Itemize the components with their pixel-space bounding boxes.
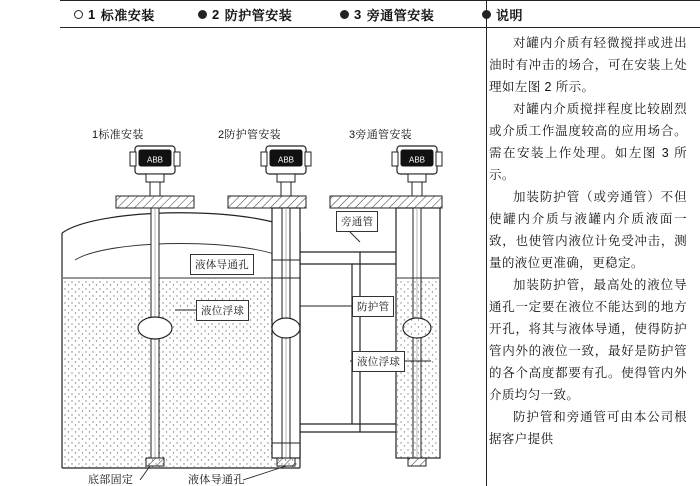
transmitter-head-1 <box>130 146 180 196</box>
probe-rod-2 <box>272 208 300 466</box>
note-paragraph-1: 对罐内介质有轻微搅拌或进出油时有冲击的场合，可在安装上处理如左图 2 所示。 <box>489 36 687 94</box>
label-install-1: 1标准安装 <box>92 129 144 141</box>
label-liquid-hole-bottom: 液体导通孔 <box>188 474 245 486</box>
installation-diagram <box>0 28 489 486</box>
note-paragraph-5: 防护管和旁通管可由本公司根据客户提供 <box>489 410 687 446</box>
flange-plate-2 <box>228 196 306 208</box>
note-paragraph-3: 加装防护管（或旁通管）不但使罐内介质与液罐内介质液面一致，也使管内液位计免受冲击，测量的液位更准确，更稳定。 <box>489 190 687 270</box>
svg-text:ABB: ABB <box>277 155 295 165</box>
note-paragraph-2: 对罐内介质搅拌程度比较剧烈或介质工作温度较高的应用场合。需在安装上作处理。如左图 3 所示。 <box>489 102 687 182</box>
legend-item-1-num: 1 <box>88 6 96 22</box>
label-bottom-fix: 底部固定 <box>88 474 134 486</box>
legend-item-3-label: 旁通管安装 <box>366 7 435 23</box>
svg-text:ABB: ABB <box>408 155 426 165</box>
tank-inner-dome <box>75 244 288 261</box>
transmitter-head-3 <box>392 146 442 196</box>
label-protect-pipe: 防护管 <box>352 296 394 317</box>
bypass-connection-line <box>300 252 360 432</box>
label-bypass-pipe: 旁通管 <box>336 211 378 232</box>
label-liquid-hole-top: 液体导通孔 <box>190 254 254 275</box>
tank-liquid <box>63 278 299 467</box>
legend-item-3[interactable] <box>326 0 468 28</box>
legend-item-1[interactable] <box>60 0 184 28</box>
legend-item-2-num: 2 <box>212 6 220 22</box>
legend-item-2[interactable] <box>184 0 326 28</box>
notes-column <box>489 32 687 484</box>
label-float-right: 液位浮球 <box>352 351 405 372</box>
legend-item-2-label: 防护管安装 <box>224 7 293 23</box>
legend-item-1-label: 标准安装 <box>100 7 155 23</box>
legend-bar <box>60 0 700 28</box>
circle-filled-icon <box>198 10 207 19</box>
note-paragraph-4: 加装防护管，最高处的液位导通孔一定要在液位不能达到的地方开孔，将其与液体导通，使得防护管内外的液位一致，最好是防护管的各个高度都要有孔。使得管内外介质均匀一致。 <box>489 278 687 402</box>
label-install-3: 3旁通管安装 <box>349 129 412 141</box>
label-install-2: 2防护管安装 <box>218 129 281 141</box>
bypass-pipe-assembly <box>300 208 440 466</box>
circle-icon <box>74 10 83 19</box>
divider-top <box>60 0 700 1</box>
legend-item-4-label: 说明 <box>496 7 524 23</box>
bottom-fix-block <box>146 458 164 466</box>
float-ball-2 <box>272 318 300 338</box>
legend-item-3-num: 3 <box>354 6 362 22</box>
legend-item-4[interactable] <box>468 0 618 28</box>
circle-filled-icon <box>340 10 349 19</box>
flange-plate-1 <box>116 196 194 208</box>
float-ball-1 <box>138 317 172 339</box>
label-float-left: 液位浮球 <box>196 300 249 321</box>
transmitter-head-2 <box>261 146 311 196</box>
svg-text:ABB: ABB <box>146 155 164 165</box>
flange-plate-3 <box>330 196 442 208</box>
